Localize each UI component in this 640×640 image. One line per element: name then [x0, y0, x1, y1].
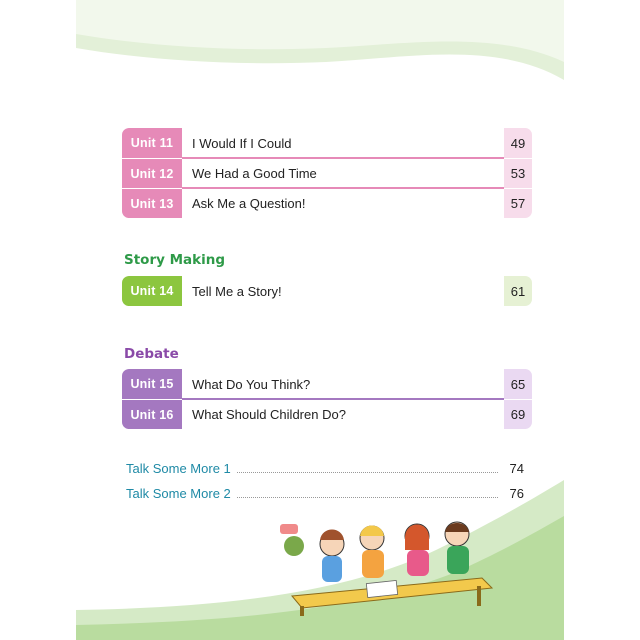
unit-title: Ask Me a Question! — [182, 188, 504, 218]
extra-page-number: 74 — [509, 460, 524, 476]
unit-page-number: 49 — [504, 128, 532, 158]
dotted-leader — [237, 489, 498, 498]
toc-row[interactable] — [122, 276, 532, 306]
unit-page-number: 53 — [504, 158, 532, 188]
toc-row[interactable] — [122, 128, 532, 158]
unit-number-tab: Unit 13 — [122, 188, 182, 218]
unit-page-number: 69 — [504, 399, 532, 429]
dotted-leader — [237, 464, 498, 473]
unit-page-number: 57 — [504, 188, 532, 218]
unit-title: Tell Me a Story! — [182, 276, 504, 306]
unit-title: I Would If I Could — [182, 128, 504, 158]
top-wave-decoration — [76, 0, 564, 95]
extra-label: Talk Some More 1 — [126, 460, 231, 476]
unit-title: What Do You Think? — [182, 369, 504, 399]
toc-row[interactable] — [122, 369, 532, 399]
toc-row[interactable] — [122, 399, 532, 429]
unit-page-number: 61 — [504, 276, 532, 306]
unit-title: We Had a Good Time — [182, 158, 504, 188]
section-heading-debate: Debate — [124, 346, 179, 362]
toc-page — [76, 0, 564, 640]
unit-page-number: 65 — [504, 369, 532, 399]
toc-extra-talk-some-more-2[interactable] — [126, 483, 524, 503]
children-illustration — [272, 516, 502, 616]
unit-title: What Should Children Do? — [182, 399, 504, 429]
section-heading-story-making: Story Making — [124, 252, 226, 268]
unit-number-tab: Unit 11 — [122, 128, 182, 158]
toc-row[interactable] — [122, 158, 532, 188]
unit-number-tab: Unit 16 — [122, 399, 182, 429]
toc-row[interactable] — [122, 188, 532, 218]
unit-number-tab: Unit 14 — [122, 276, 182, 306]
extra-page-number: 76 — [509, 485, 524, 501]
toc-extra-talk-some-more-1[interactable] — [126, 458, 524, 478]
extra-label: Talk Some More 2 — [126, 485, 231, 501]
unit-number-tab: Unit 12 — [122, 158, 182, 188]
unit-number-tab: Unit 15 — [122, 369, 182, 399]
